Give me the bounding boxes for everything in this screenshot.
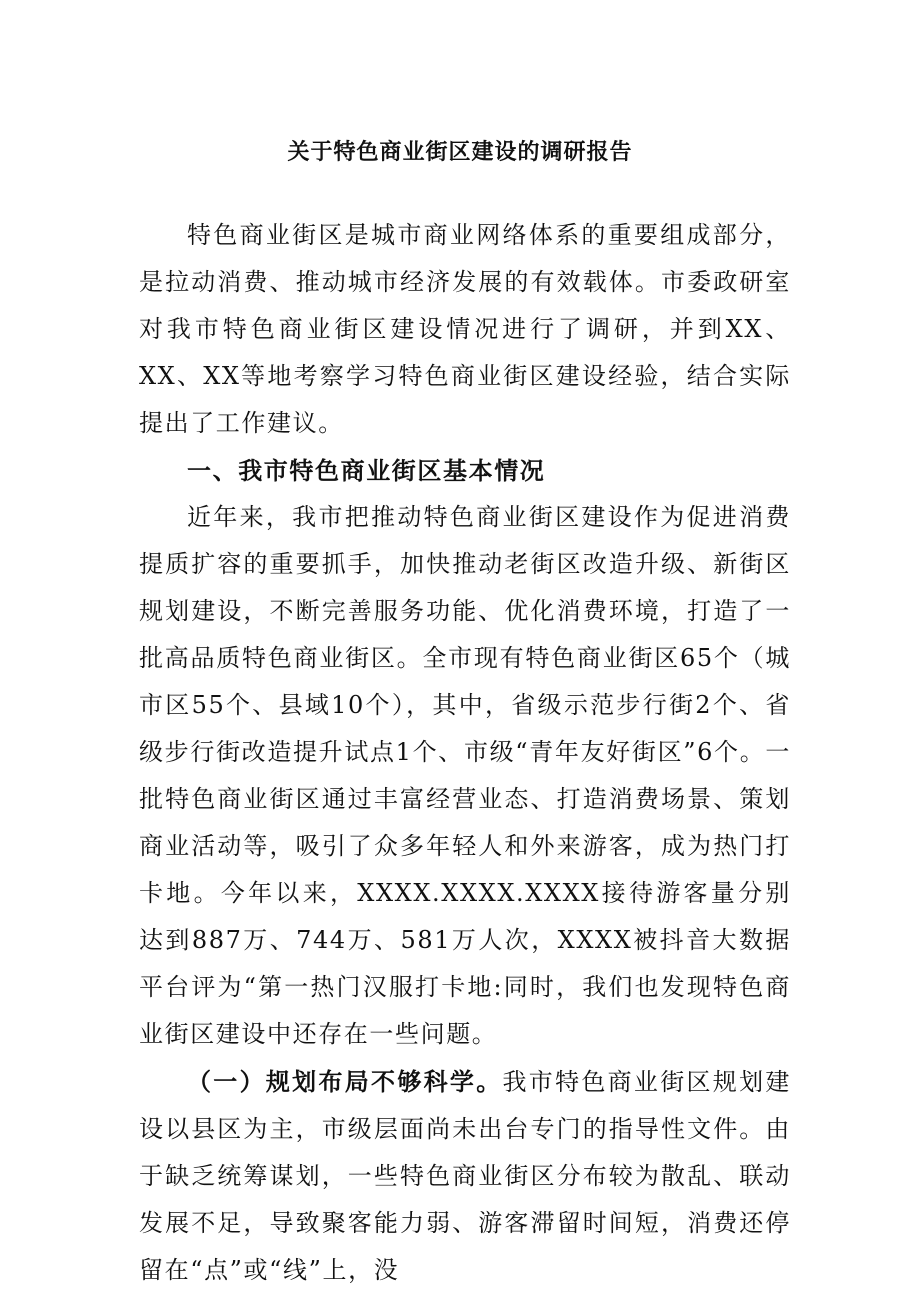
section-heading-1: 一、我市特色商业街区基本情况 (187, 456, 546, 485)
document-title: 关于特色商业街区建设的调研报告 (287, 139, 633, 165)
subsection-1-paragraph (139, 1058, 791, 1294)
section-1-paragraph: 近年来，我市把推动特色商业街区建设作为促进消费提质扩容的重要抓手，加快推动老街区改造升级、新街区规划建设，不断完善服务功能、优化消费环境，打造了一批高品质特色商业街区。全市现有特色商业街区65个（城市区55个、县域10个），其中，省级示范步行街2个、省级步行街改造提升试点1个、市级“青年友好街区”6个。一批特色商业街区通过丰富经营业态、打造消费场景、策划商业活动等，吸引了众多年轻人和外来游客，成为热门打卡地。今年以来，XXXX.XXXX.XXXX接待游客量分别达到887万、744万、581万人次，XXXX被抖音大数据平台评为“第一热门汉服打卡地:同时，我们也发现特色商业街区建设中还存在一些问题。 (139, 503, 791, 1048)
intro-paragraph: 特色商业街区是城市商业网络体系的重要组成部分，是拉动消费、推动城市经济发展的有效载体。市委政研室对我市特色商业街区建设情况进行了调研，并到XX、XX、XX等地考察学习特色商业街区建设经验，结合实际提出了工作建议。 (139, 221, 791, 437)
document-body (139, 212, 791, 1294)
subsection-1-text: 我市特色商业街区规划建设以县区为主，市级层面尚未出台专门的指导性文件。由于缺乏统筹谋划，一些特色商业街区分布较为散乱、联动发展不足，导致聚客能力弱、游客滞留时间短，消费还停留在“点”或“线”上，没 (139, 1068, 791, 1284)
subsection-1-lead: （一）规划布局不够科学。 (187, 1067, 503, 1096)
